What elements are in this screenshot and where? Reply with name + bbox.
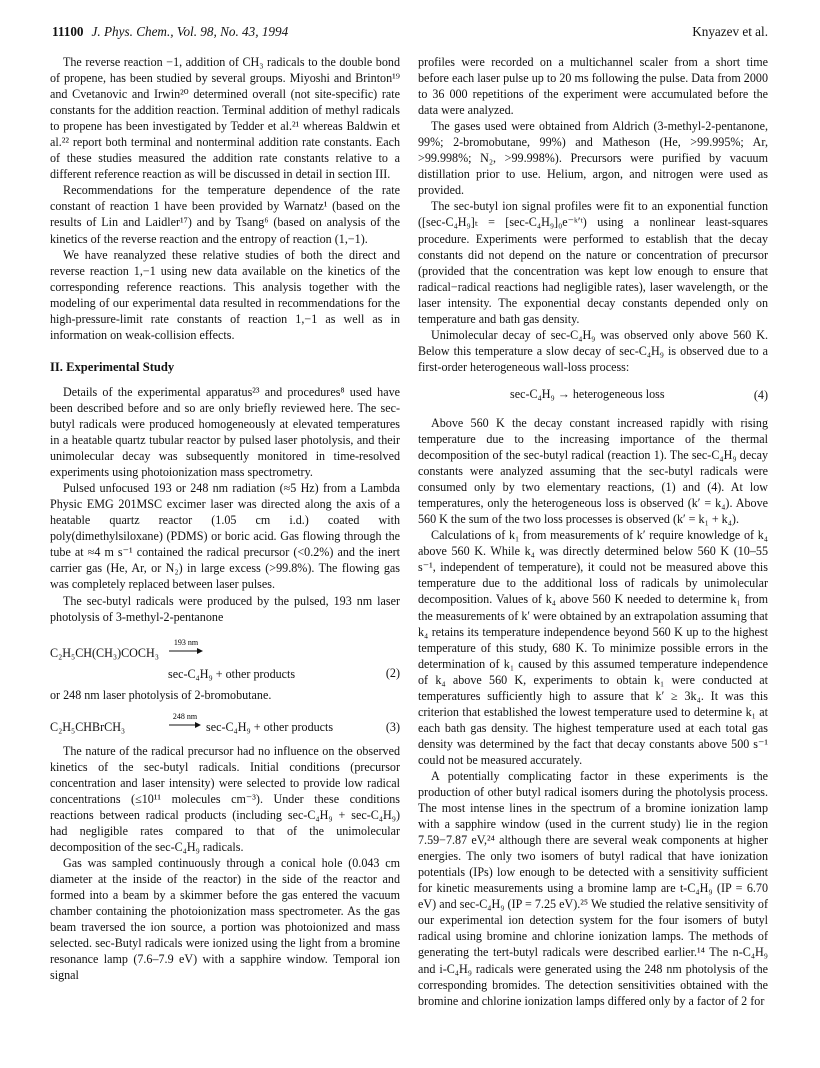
section-heading: II. Experimental Study [50, 359, 175, 374]
equation-3-reactant: C₂H₅CHBrCH₃ [50, 719, 126, 734]
header-authors: Knyazev et al. [692, 24, 768, 39]
paragraph: Calculations of k₁ from measurements of k′ require knowledge of k₄ above 560 K. While k₄ was directly determined below 560 K (10–55 s⁻¹, independent of temperature), it could not be measured above this temperature due to the additional loss of radicals by unimolecular decomposition. Values of k₄ above 560 K needed to determine k₁ from the measurements of k′ were obtained by an extrapolation assuming that k₄ retains its temperature independence beyond 560 K up to the highest temperature of this study, 680 K. To minimize possible errors in the determination of k₁ caused by this assumed temperature independence of k₄ above 560 K, experiments to obtain k₁ were conducted at temperatures sufficiently high to assure that k′ ≥ 3k₄. It was this criterion that established the lowest temperature used to determine k₁ at each bath gas density. The highest temperature used at each total gas density was determined by the fact that decay constants above 500 s⁻¹ could not be measured accurately. [418, 528, 768, 767]
equation-3 [50, 711, 400, 737]
equation-2-products: sec-C₄H₉ + other products [168, 666, 296, 681]
paragraph: The sec-butyl ion signal profiles were fit to an exponential function ([sec-C₄H₉]ₜ = [sec-C₄H₉]₀e⁻ᵏ′ᵗ) using a nonlinear least-squares procedure. Experiments were performed to establish that the decay constants did not depend on the nature or concentration of precursor (provided that the concentration was kept low enough to ensure that radical−radical reactions had negligible rates), laser wavelength, or the laser intensity. The exponential decay constants depended only on temperature and bath gas density. [418, 199, 768, 326]
equation-2 [50, 633, 400, 683]
paragraph: Unimolecular decay of sec-C₄H₉ was observed only above 560 K. Below this temperature a slow decay of sec-C₄H₉ is observed due to a first-order heterogeneous wall-loss process: [418, 327, 768, 374]
equation-4-body: sec-C₄H₉ → heterogeneous loss [510, 386, 665, 401]
left-column [50, 54, 400, 983]
right-column [418, 54, 768, 1009]
paragraph: Gas was sampled continuously through a conical hole (0.043 cm diameter at the inside of the reactor) in the side of the reactor and formed into a beam by a skimmer before the gas entered the vacuum chamber containing the photoionization mass spectrometer. As the gas beam traversed the ion source, a portion was photoionized and mass selected. sec-Butyl radicals were ionized using the light from a bromine resonance lamp (7.6–7.9 eV) with a sapphire window. Temporal ion signal [50, 855, 400, 983]
paragraph: We have reanalyzed these relative studies of both the direct and reverse reaction 1,−1 using new data available on the kinetics of the corresponding reference reactions. This analysis together with the modeling of our experimental data resulted in recommendations for the high-pressure-limit rate constants of reaction 1,−1 as well as in information on weak-collision effects. [50, 247, 400, 342]
equation-2-reactant: C₂H₅CH(CH₃)COCH₃ [50, 645, 159, 660]
paragraph: Pulsed unfocused 193 or 248 nm radiation (≈5 Hz) from a Lambda Physic EMG 201MSC excimer laser was directed along the axis of a heatable quartz reactor (1.05 cm i.d.) coated with poly(dimethylsiloxane) (PDMS) or boric acid. Gas flowing through the tube at ≈4 m s⁻¹ contained the radical precursor (<0.2%) and the inert carrier gas (He, Ar, or N₂) in large excess (>99.8%). The flowing gas was completely replaced between laser pulses. [50, 481, 400, 592]
equation-4 [418, 383, 768, 405]
paragraph: or 248 nm laser photolysis of 2-bromobutane. [50, 687, 272, 702]
equation-3-arrow-label: 248 nm [172, 711, 198, 721]
equation-2-arrow-label: 193 nm [173, 637, 199, 647]
reaction-arrow [168, 711, 202, 733]
paragraph: The sec-butyl radicals were produced by the pulsed, 193 nm laser photolysis of 3-methyl-2-pentanone [50, 593, 400, 624]
paragraph: profiles were recorded on a multichannel scaler from a short time before each laser pulse up to 20 ms following the pulse. Data from 2000 to 36 000 repetitions of the experiment were accumulated before the data were analyzed. [418, 55, 768, 118]
equation-3-number: (3) [385, 719, 400, 734]
reaction-arrow [168, 637, 204, 659]
equation-2-number: (2) [385, 665, 400, 680]
paragraph: Above 560 K the decay constant increased rapidly with rising temperature due to the increasing importance of the thermal decomposition of the sec-butyl radical (reaction 1). The sec-C₄H₉ decay constants were analyzed assuming that the sec-butyl radicals were consumed only by two elementary reactions, (1) and (4). At low temperatures, only the heterogeneous loss is observed (k′ = k₄). Above 560 K the sum of the two loss processes is observed (k′ = k₁ + k₄). [418, 415, 768, 527]
journal-citation: J. Phys. Chem., Vol. 98, No. 43, 1994 [91, 24, 289, 39]
paragraph: Details of the experimental apparatus²³ and procedures⁸ used have been described before and so are only briefly reviewed here. The sec-butyl radicals were produced homogeneously at elevated temperatures in a heatable quartz tubular reactor by pulsed laser photolysis, and their unimolecular decay was subsequently monitored in time-resolved experiments using photoionization mass spectrometry. [50, 384, 400, 480]
equation-3-products: sec-C₄H₉ + other products [206, 719, 334, 734]
equation-4-number: (4) [753, 387, 768, 402]
header-left [52, 22, 288, 42]
paragraph: The gases used were obtained from Aldrich (3-methyl-2-pentanone, 99%; 2-bromobutane, 99%) and Matheson (He, >99.995%; Ar, >99.998%; N₂, >99.998%). Precursors were purified by vacuum distillation prior to use. Helium, argon, and nitrogen were used as provided. [418, 119, 768, 198]
paragraph: A potentially complicating factor in these experiments is the production of other butyl radical isomers during the photolysis process. The most intense lines in the spectrum of a bromine ionization lamp with a sapphire window (used in the current study) lie in the region 7.59−7.87 eV,²⁴ although there are several weak components at higher energies. The only two isomers of butyl radical that have ionization potentials (IPs) low enough to be detected with a sensitivity sufficient for kinetic measurements using a bromine lamp are t-C₄H₉ (IP = 6.70 eV) and sec-C₄H₉ (IP = 7.25 eV).²⁵ We studied the relative sensitivity of our experimental ion detection system for the four isomers of butyl radical using bromine and chlorine ionization lamps. The methods of generating the tert-butyl radicals were described earlier.¹⁴ The n-C₄H₉ and i-C₄H₉ radicals were generated using the 248 nm photolysis of the corresponding bromides. The detection sensitivities obtained with the bromine and chlorine ionization lamps differed only by a factor of 2 for [418, 768, 768, 1008]
page-number: 11100 [52, 24, 84, 39]
paragraph: The reverse reaction −1, addition of CH₃ radicals to the double bond of propene, has been studied by several groups. Miyoshi and Brinton¹⁹ and Cvetanovic and Irwin²⁰ determined overall (not site-specific) rate constants for the addition reaction. Terminal addition of methyl radicals to propene has been investigated by Tedder et al.²¹ whereas Baldwin et al.²² report both terminal and nonterminal addition rate constants. Each of these studies measured the addition rate constants relative to a different reference reaction as will be discussed in detail in section III. [50, 55, 400, 182]
paragraph: Recommendations for the temperature dependence of the rate constant of reaction 1 have been provided by Warnatz¹ (based on the results of Lin and Laidler¹⁷) and by Tsang⁶ (based on analysis of the kinetics of the reverse reaction and the entropy of reaction (1,−1). [50, 183, 400, 246]
paragraph: The nature of the radical precursor had no influence on the observed kinetics of the sec-butyl radicals. Initial conditions (precursor concentration and laser intensity) were selected to provide low radical concentrations (≤10¹¹ molecules cm⁻³). Under these conditions reactions between radical products (including sec-C₄H₉ + sec-C₄H₉) had negligible rates compared to that of the unimolecular decomposition of the sec-C₄H₉ radicals. [50, 743, 400, 854]
running-header [52, 22, 768, 42]
